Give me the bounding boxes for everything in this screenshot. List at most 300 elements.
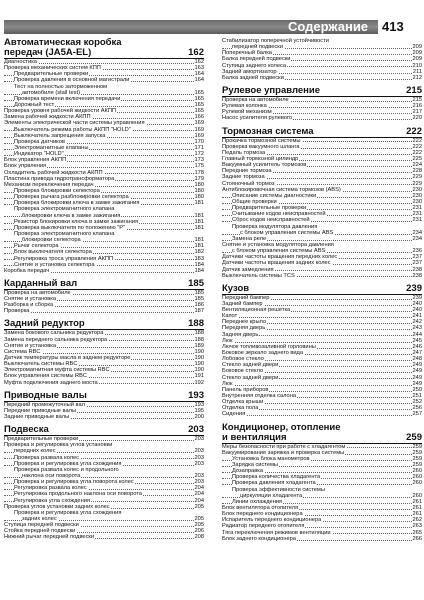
toc-entry-page: 166 [194, 114, 204, 121]
section-heading [4, 319, 204, 330]
toc-entry [4, 380, 204, 386]
toc-entry-title: Проверка времени включения передачи [14, 95, 121, 102]
toc-entry-page: 261 [412, 511, 422, 518]
toc-entry-title: Отделка крыши [222, 399, 264, 406]
toc-entry-title: Переднее крыло [222, 319, 267, 326]
toc-entry-title: Снятие и установка [4, 296, 57, 303]
toc-entry-title: Стабилизатор поперечной устойчивости [222, 38, 329, 44]
toc-entry-page: 222 [412, 143, 422, 150]
toc-entry-title: Блок вентилятора отопителя [222, 505, 299, 511]
toc-entry-title: Электромагнитные клапаны [14, 144, 89, 151]
toc-entry [222, 411, 422, 417]
toc-entry-page: 205 [194, 522, 204, 529]
toc-entry-title: Балка передней подвески [222, 56, 291, 63]
toc-entry-title: Передняя дверь [222, 325, 266, 332]
toc-entry-title: Резистор блокировки ключа в замке зажигания [14, 218, 139, 225]
toc-entry-page: 249 [412, 374, 422, 381]
toc-entry-page: 230 [412, 198, 422, 205]
toc-entry-title: Предварительные проверки [14, 71, 89, 78]
toc-entry-title: Балка задней подвески [222, 74, 284, 81]
toc-entry-title: блокировки селектора [22, 237, 81, 244]
section-page: 188 [188, 318, 204, 330]
toc-entry-page: 204 [194, 497, 204, 504]
toc-entry-title: Диагностика [4, 59, 37, 65]
section-heading [222, 284, 422, 295]
toc-entry-page: 173 [194, 157, 204, 164]
toc-entry-page: 191 [194, 373, 204, 380]
toc-entry-title: Дорожный тест [14, 101, 55, 108]
toc-entry-page: 234 [412, 235, 422, 242]
page-number: 413 [382, 19, 404, 34]
toc-entry-page: 266 [412, 535, 422, 542]
toc-entry-page: 188 [194, 330, 204, 337]
toc-entry-page: 231 [412, 217, 422, 224]
toc-entry-page: 228 [412, 168, 422, 175]
toc-entry-page: 180 [194, 194, 204, 201]
toc-entry-title: с блоком управления системы ABS [240, 229, 334, 236]
section-title: Подвеска [4, 424, 49, 436]
toc-entry-page: 169 [194, 132, 204, 139]
toc-entry-title: Индикатор "HOLD" [14, 151, 64, 158]
section-page: 259 [406, 431, 422, 443]
toc-entry-title: Замена реле [232, 235, 267, 242]
toc-entry [4, 308, 204, 314]
toc-entry-page: 263 [412, 523, 422, 530]
toc-entry-title: Снятие и установка селектора [14, 261, 95, 268]
toc-entry-title: Люк [222, 337, 233, 344]
toc-entry [222, 115, 422, 121]
toc-entry-page: 230 [412, 192, 422, 199]
toc-entry-title: задних колес [22, 516, 57, 522]
toc-entry-page: 187 [194, 308, 204, 315]
toc-entry [222, 536, 422, 542]
section-heading-line [222, 86, 422, 96]
toc-entry-page: 190 [194, 361, 204, 368]
toc-entry-page: 249 [412, 362, 422, 369]
page-title: Содержание [287, 19, 369, 34]
toc-entry-page: 242 [412, 319, 422, 326]
toc-entry-title: Предварительные проверки [4, 436, 79, 443]
toc-entry-title: Задний бампер [222, 300, 263, 307]
toc-entry [4, 268, 204, 274]
toc-entry-title: Проверка модулятора давления [232, 223, 318, 230]
toc-entry-title: Задние приводные валы [4, 414, 70, 421]
toc-entry-title: Снятие и установка модулятора давления [222, 241, 334, 248]
toc-entry-page: 184 [194, 267, 204, 274]
toc-entry-title: Панель приборов [222, 386, 269, 393]
toc-entry-title: Главный тормозной цилиндр [222, 155, 299, 162]
section-heading-line [4, 425, 204, 435]
toc-entry-title: Капот [222, 313, 238, 320]
toc-entry-page: 193 [194, 401, 204, 408]
toc-entry-title: Система RBC [4, 348, 41, 355]
toc-entry-page: 248 [412, 356, 422, 363]
toc-entry-page: 209 [412, 56, 422, 63]
toc-entry-page: 225 [412, 155, 422, 162]
toc-entry-page: 185 [194, 289, 204, 296]
toc-entry-title: Стояночный тормоз [222, 180, 275, 187]
toc-entry-title: Задние тормоза [222, 174, 265, 181]
toc-entry-title: Снятие и установка [4, 342, 57, 349]
toc-entry-title: автомобиле (stall test) [22, 89, 80, 96]
toc-entry-title: Проверка и регулировка углов установки [4, 442, 113, 449]
toc-entry-title: Боковое зеркало заднего вида [222, 350, 304, 357]
toc-entry-title: Стойка передней подвески [4, 528, 76, 535]
toc-entry-title: Блок управления АКПП [4, 157, 67, 164]
toc-entry-title: Блок управления системы RBC [4, 373, 88, 380]
section-page: 239 [406, 282, 422, 294]
section-title: передач (JA5A-EL) [4, 47, 92, 58]
toc-entry-page: 229 [412, 174, 422, 181]
toc-entry-title: Проверка выключателя по положению "P" [14, 224, 126, 231]
toc-entry-title: Рычаг селектора [14, 243, 59, 250]
toc-entry-title: с блоком управления системы ABS [232, 248, 326, 255]
toc-entry-page: 238 [412, 272, 422, 279]
toc-entry-title: Замена рабочей жидкости АКПП [4, 114, 91, 121]
toc-entry-title: Задний амортизатор [222, 68, 277, 75]
toc-entry-page: 169 [194, 120, 204, 127]
toc-entry-page: 262 [412, 517, 422, 524]
toc-entry [222, 273, 422, 279]
toc-entry-title: Сидения [222, 411, 246, 418]
toc-entry-title: Выключатель системы RBC [4, 361, 78, 368]
toc-entry-title: Насос усилителя рулевого [222, 115, 293, 122]
toc-entry-page: 189 [194, 342, 204, 349]
section-page: 222 [406, 125, 422, 137]
toc-entry-title: Лобовое стекло [222, 356, 264, 363]
section-page: 203 [188, 424, 204, 436]
section-title: Рулевое управление [222, 84, 321, 96]
toc-entry-page: 231 [412, 205, 422, 212]
toc-entry-page: 181 [194, 218, 204, 225]
toc-entry-title: Блок выключателя селектора [14, 249, 92, 256]
toc-entry-page: 222 [412, 137, 422, 144]
section-heading-line [222, 127, 422, 137]
toc-entry-page: 180 [194, 181, 204, 188]
section-title: и вентиляция [222, 431, 287, 443]
toc-entry-page: 247 [412, 350, 422, 357]
toc-entry-title: Проверка углов установки задних колес [4, 503, 110, 510]
toc-entry-title: Датчик замедления [222, 266, 274, 273]
section-title: Кондиционер, отопление [222, 421, 341, 433]
toc-entry-title: Датчик температуры масла в заднем редукторе [4, 355, 131, 362]
toc-entry-page: 210 [412, 62, 422, 69]
toc-entry-title: Вакуумный усилитель тормозов [222, 162, 307, 169]
toc-entry-title: Ступица заднего колеса [222, 62, 287, 69]
toc-entry-page: 180 [194, 187, 204, 194]
toc-entry-title: Проверка на автомобиле [4, 289, 71, 296]
toc-entry-title: Выключатель режима работы АКПП "HOLD" [14, 126, 131, 133]
toc-entry-page: 243 [412, 325, 422, 332]
toc-entry-page: 172 [194, 151, 204, 158]
toc-entry-page: 203 [194, 473, 204, 480]
toc-entry-title: Проверка механических систем КПП [4, 65, 101, 72]
toc-entry-page: 205 [194, 516, 204, 522]
toc-entry [222, 75, 422, 81]
toc-entry-page: 220 [412, 115, 422, 122]
toc-entry-title: передних колес [14, 448, 56, 455]
section-heading [4, 391, 204, 402]
toc-entry-page: 183 [194, 255, 204, 262]
toc-entry-page: 211 [412, 68, 422, 75]
toc-entry-title: Предварительные проверки [232, 205, 307, 212]
section-heading-line [4, 48, 204, 58]
toc-entry-page: 188 [194, 336, 204, 343]
toc-entry-page: 237 [412, 254, 422, 261]
section-heading [4, 279, 204, 290]
toc-entry-title: Замена бокового сальника редуктора [4, 330, 104, 337]
section-title: Карданный вал [4, 277, 78, 289]
toc-entry-page: 259 [412, 443, 422, 450]
toc-entry-page: 203 [194, 460, 204, 467]
toc-entry-title: Передние тормоза [222, 168, 272, 175]
toc-entry-page: 215 [412, 96, 422, 103]
toc-entry-page: 181 [194, 243, 204, 250]
toc-entry-title: Вакуумирование заряжка и проверка системы [222, 449, 345, 456]
toc-entry-title: Рулевой механизм [222, 109, 272, 116]
toc-entry-title: Люк [222, 380, 233, 387]
toc-entry-page: 261 [412, 505, 422, 511]
toc-entry-page: 186 [194, 302, 204, 309]
toc-entry-title: Замена переднего сальника редуктора [4, 336, 108, 343]
toc-entry-title: Ступица передней подвески [4, 522, 79, 529]
toc-entry-page: 217 [412, 109, 422, 116]
toc-entry-title: Проверка и регулировка угла поворота колес [14, 479, 134, 486]
toc-entry-title: Блок переднего кондиционера [222, 511, 303, 518]
toc-entry [4, 534, 204, 540]
toc-entry-title: Проверка блокировки ключа в замке зажигания [14, 200, 140, 207]
toc-entry-page: 206 [194, 528, 204, 535]
toc-entry-page: 260 [412, 480, 422, 487]
toc-entry-title: Муфта подключения заднего моста [4, 379, 98, 386]
toc-entry-title: Тяга переключения режимов вентиляции [222, 529, 331, 536]
toc-entry-title: Пластина привода гидротрансформатора [4, 175, 115, 182]
toc-entry-title: блокировки ключа в замке зажигания [22, 212, 121, 219]
toc-entry-title: Проверка блокировки селектора [14, 187, 100, 194]
section-heading [4, 425, 204, 436]
toc-entry-title: Проверка давления хладагента [232, 480, 316, 487]
toc-entry-title: Проверка давления в основной магистрали [14, 77, 130, 84]
toc-entry-page: 249 [412, 380, 422, 387]
toc-entry-title: Прокачка тормозной системы [222, 137, 301, 144]
toc-entry-title: Выключатель системы TCS [222, 272, 295, 279]
section-heading-line [222, 284, 422, 294]
toc-entry-page: 229 [412, 180, 422, 187]
toc-entry-title: Проверка уровня рабочей жидкости АКПП [4, 108, 116, 115]
toc-entry-page: 256 [412, 405, 422, 412]
toc-entry-title: Проверка вакуумного шланга [222, 143, 300, 150]
toc-entry-page: 222 [412, 149, 422, 156]
toc-entry-page: 240 [412, 300, 422, 307]
toc-entry-page: 165 [194, 101, 204, 108]
toc-entry-title: Блок заднего кондиционера [222, 535, 296, 542]
toc-entry-page: 203 [194, 479, 204, 486]
toc-entry-page: 165 [194, 89, 204, 96]
toc-entry-title: Описание системы диагностики [232, 192, 317, 199]
toc-entry-page: 203 [194, 436, 204, 443]
toc-entry-title: Проверка и регулировка угла схождения [14, 460, 122, 467]
toc-entry-page: 203 [194, 454, 204, 461]
toc-entry-page: 181 [194, 237, 204, 244]
toc-entry-title: Радиатор переднего отопителя [222, 523, 305, 530]
toc-entry-title: Установка блока манометров [232, 455, 310, 462]
toc-entry-title: Коробка передач [4, 267, 50, 274]
toc-entry-title: Меры безопасности при работе с хладагентом [222, 443, 346, 450]
toc-entry-page: 252 [412, 399, 422, 406]
toc-entry-title: Проверка электромагнитного клапана [14, 206, 115, 213]
toc-entry-page: 236 [412, 248, 422, 255]
section-heading [222, 127, 422, 138]
section-heading [222, 423, 422, 444]
toc-entry-title: Внутренняя отделка салона [222, 393, 297, 400]
section-title: Автоматическая коробка [4, 37, 122, 48]
toc-entry-page: 171 [194, 144, 204, 151]
toc-entry-title: Сброс кодов неисправностей [232, 217, 310, 224]
toc-entry-title: Проверка датчиков [14, 138, 65, 145]
toc-entry-page: 175 [194, 163, 204, 170]
toc-entry-title: Считывание кодов неисправностей [232, 211, 326, 218]
toc-entry-page: 209 [412, 50, 422, 57]
toc-entry-page: 163 [194, 65, 204, 72]
toc-entry-page: 260 [412, 474, 422, 481]
toc-entry-page: 260 [412, 492, 422, 499]
section-heading [4, 38, 204, 59]
toc-entry-title: Антиблокировочная система тормозов (ABS) [222, 186, 341, 193]
toc-entry-title: Регулировка продольного наклона оси поворота [14, 491, 142, 498]
toc-entry-page: 178 [194, 169, 204, 176]
toc-entry-page: 164 [194, 71, 204, 78]
toc-entry-page: 240 [412, 307, 422, 314]
toc-entry-title: Проверка количества хладагента [232, 474, 321, 481]
toc-entry-page: 182 [194, 249, 204, 256]
toc-entry-title: Элементы электрической части системы управления [4, 120, 145, 127]
toc-entry-title: Вентиляционная решетка [222, 307, 291, 314]
toc-entry-page: 192 [194, 379, 204, 386]
toc-entry-page: 259 [412, 449, 422, 456]
toc-entry-title: Стекло задней двери [222, 362, 279, 369]
toc-entry-title: передней подвески [232, 44, 283, 51]
toc-entry-title: Отделка пола [222, 405, 259, 412]
toc-entry-page: 239 [412, 294, 422, 301]
toc-entry-title: Передний бампер [222, 294, 270, 301]
toc-entry-page: 231 [412, 211, 422, 218]
page-header [0, 0, 424, 34]
toc-entry-title: Проверка развала колес [14, 454, 80, 461]
toc-entry-page: 265 [412, 529, 422, 536]
section-title: Задний редуктор [4, 318, 85, 330]
toc-entry-page: 259 [412, 455, 422, 462]
toc-entry-title: наклона оси поворота [22, 473, 81, 480]
section-page: 185 [188, 277, 204, 289]
section-title: Тормозная система [222, 125, 314, 137]
toc-entry-page: 244 [412, 331, 422, 338]
section-heading-line [4, 391, 204, 401]
toc-entry [4, 414, 204, 420]
toc-entry-page: 224 [412, 162, 422, 169]
toc-entry-title: Проверка и регулировка угла схождения [14, 509, 122, 516]
toc-entry-title: Проверка [4, 308, 30, 315]
toc-entry-page: 190 [194, 355, 204, 362]
toc-entry-page: 246 [412, 343, 422, 350]
toc-entry-title: Проверка рычага разблокировки селектора [14, 194, 129, 201]
toc-entry-page: 238 [412, 266, 422, 273]
toc-entry-page: 208 [194, 534, 204, 541]
toc-entry-page: 251 [412, 393, 422, 400]
toc-entry-page: 169 [194, 126, 204, 133]
toc-entry-page: 250 [412, 386, 422, 393]
toc-entry-page: 203 [194, 448, 204, 455]
toc-entry-page: 212 [412, 74, 422, 81]
toc-entry-page: 204 [194, 485, 204, 492]
toc-entry-page: 230 [412, 186, 422, 193]
toc-entry-title: Передние приводные валы [4, 407, 77, 414]
toc-entry-page: 216 [412, 103, 422, 110]
toc-entry-page: 165 [194, 108, 204, 115]
toc-entry-title: Рулевая колонка [222, 103, 267, 110]
toc-entry-title: Охладитель рабочей жидкости АКПП [4, 169, 103, 176]
section-heading [222, 86, 422, 97]
toc-entry-title: Зарядка системы [232, 462, 279, 469]
toc-entry-title: Датчики частоты вращения задних колес [222, 260, 331, 267]
toc-entry-page: 259 [412, 462, 422, 469]
toc-entry-page: 181 [194, 224, 204, 231]
section-page: 193 [188, 389, 204, 401]
toc-entry-page: 257 [412, 411, 422, 418]
section-heading-line [4, 319, 204, 329]
section-title: Кузов [222, 282, 250, 294]
toc-entry-page: 170 [194, 138, 204, 145]
section-title: Приводные валы [4, 389, 87, 401]
toc-entry-title: Боковое стекло [222, 368, 264, 375]
toc-entry-title: Стекло задней двери [222, 374, 279, 381]
toc-entry-page: 245 [412, 337, 422, 344]
toc-entry-page: 261 [412, 498, 422, 505]
toc-entry-page: 190 [194, 348, 204, 355]
toc-entry-title: Тест на полностью заторможенном [14, 83, 108, 90]
toc-entry-title: Механизм переключения передач [4, 181, 94, 188]
toc-entry-title: Разборка и сборка [4, 302, 54, 309]
toc-entry-page: 205 [194, 503, 204, 510]
toc-entry-title: Проверка развала колес и продольного [14, 466, 119, 473]
toc-entry-page: 164 [194, 77, 204, 84]
toc-entry-title: Проверка эффективности системы [232, 486, 325, 493]
toc-entry-title: Регулировка развала колес [14, 485, 87, 492]
toc-entry-page: 179 [194, 175, 204, 182]
toc-entry-title: Общие проверки [232, 198, 277, 205]
toc-entry-title: Поперечный балка [222, 50, 272, 57]
section-heading-line [222, 433, 422, 443]
toc-entry-title: Блок упрвления [4, 163, 47, 170]
toc-entry-title: Регулировка угла схождения [14, 497, 90, 504]
toc-entry-title: Выключатель запрещения запуска [14, 132, 106, 139]
toc-entry-title: Лючок топливозаливной горловины [222, 343, 316, 350]
toc-entry-title: Датчики частоты вращения передних колес [222, 254, 338, 261]
toc-entry-page: 249 [412, 368, 422, 375]
toc-entry-page: 162 [194, 59, 204, 65]
toc-column-right [222, 38, 422, 542]
toc-entry-page: 200 [194, 414, 204, 421]
toc-entry-title: Проверка электромагнитного клапана [14, 230, 115, 237]
toc-entry-page: 181 [194, 200, 204, 207]
toc-entry-page: 181 [194, 212, 204, 219]
toc-entry-page: 234 [412, 229, 422, 236]
toc-entry-title: Задняя дверь [222, 331, 259, 338]
toc-entry-page: 204 [194, 491, 204, 498]
toc-entry-title: Педаль тормоза [222, 149, 266, 156]
toc-entry-title: Проверка на автомобиле [222, 96, 289, 103]
toc-column-left [4, 38, 204, 541]
toc-entry-page: 184 [194, 261, 204, 268]
